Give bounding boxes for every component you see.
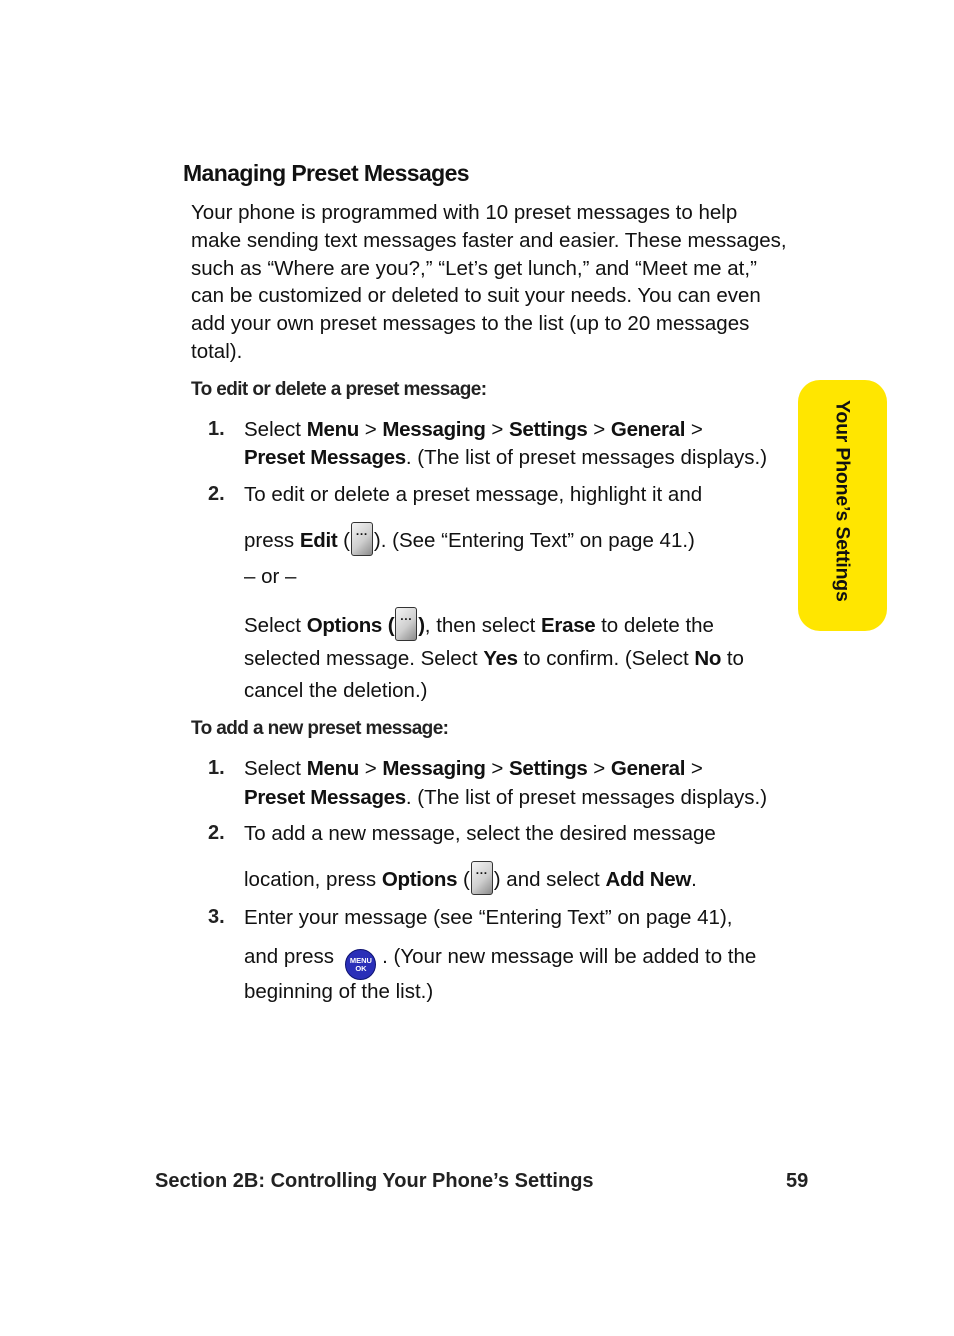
add-step3-line1: Enter your message (see “Entering Text” on page 41), [244,906,733,929]
intro-line: make sending text messages faster and easier. These messages, [191,228,787,252]
step-number: 1. [208,418,225,440]
add-step2-line1: To add a new message, select the desired message [244,822,716,845]
edit-step2-line1: To edit or delete a preset message, highlight it and [244,483,703,506]
intro-line: add your own preset messages to the list (up to 20 messages [191,312,750,336]
footer-section-title: Section 2B: Controlling Your Phone’s Settings [155,1170,594,1192]
side-section-tab [798,380,887,631]
edit-step2-line6: cancel the deletion.) [244,679,428,702]
intro-line: Your phone is programmed with 10 preset messages to help [191,201,738,224]
menu-ok-key-icon: MENU OK [345,949,376,980]
section-heading: Managing Preset Messages [183,160,469,186]
add-subheading: To add a new preset message: [191,718,449,739]
intro-line: total). [191,339,243,363]
intro-paragraph [191,199,791,366]
add-step1-line2: Preset Messages. (The list of preset messages displays.) [244,786,768,809]
edit-step1-line2: Preset Messages. (The list of preset messages displays.) [244,446,768,469]
intro-line: can be customized or deleted to suit your needs. You can even [191,284,761,308]
edit-subheading: To edit or delete a preset message: [191,379,487,400]
step-number: 2. [208,483,225,505]
step-number: 3. [208,906,225,928]
left-softkey-icon: ··· [351,522,373,556]
step-number: 2. [208,822,225,844]
add-step3-line2: and press MENU OK . (Your new message will be added to the [244,943,756,980]
page-number: 59 [786,1170,809,1192]
edit-step2-line2: press Edit ( ··· ). (See “Entering Text” on page 41.) [244,522,695,556]
or-separator: – or – [244,565,297,588]
right-softkey-icon: ··· [395,607,417,641]
add-step3-line3: beginning of the list.) [244,980,434,1003]
add-step2-line2: location, press Options ( ··· ) and select Add New. [244,861,697,895]
right-softkey-icon: ··· [471,861,493,895]
edit-step1-line1: Select Menu > Messaging > Settings > General > [244,418,703,441]
side-tab-label: Your Phone’s Settings [831,400,854,602]
intro-line: such as “Where are you?,” “Let’s get lunch,” and “Meet me at,” [191,256,757,280]
edit-step2-line4: Select Options ( ··· ), then select Erase to delete the [244,607,714,641]
edit-step2-line5: selected message. Select Yes to confirm. (Select No to [244,647,744,670]
add-step1-line1: Select Menu > Messaging > Settings > General > [244,757,703,780]
step-number: 1. [208,757,225,779]
